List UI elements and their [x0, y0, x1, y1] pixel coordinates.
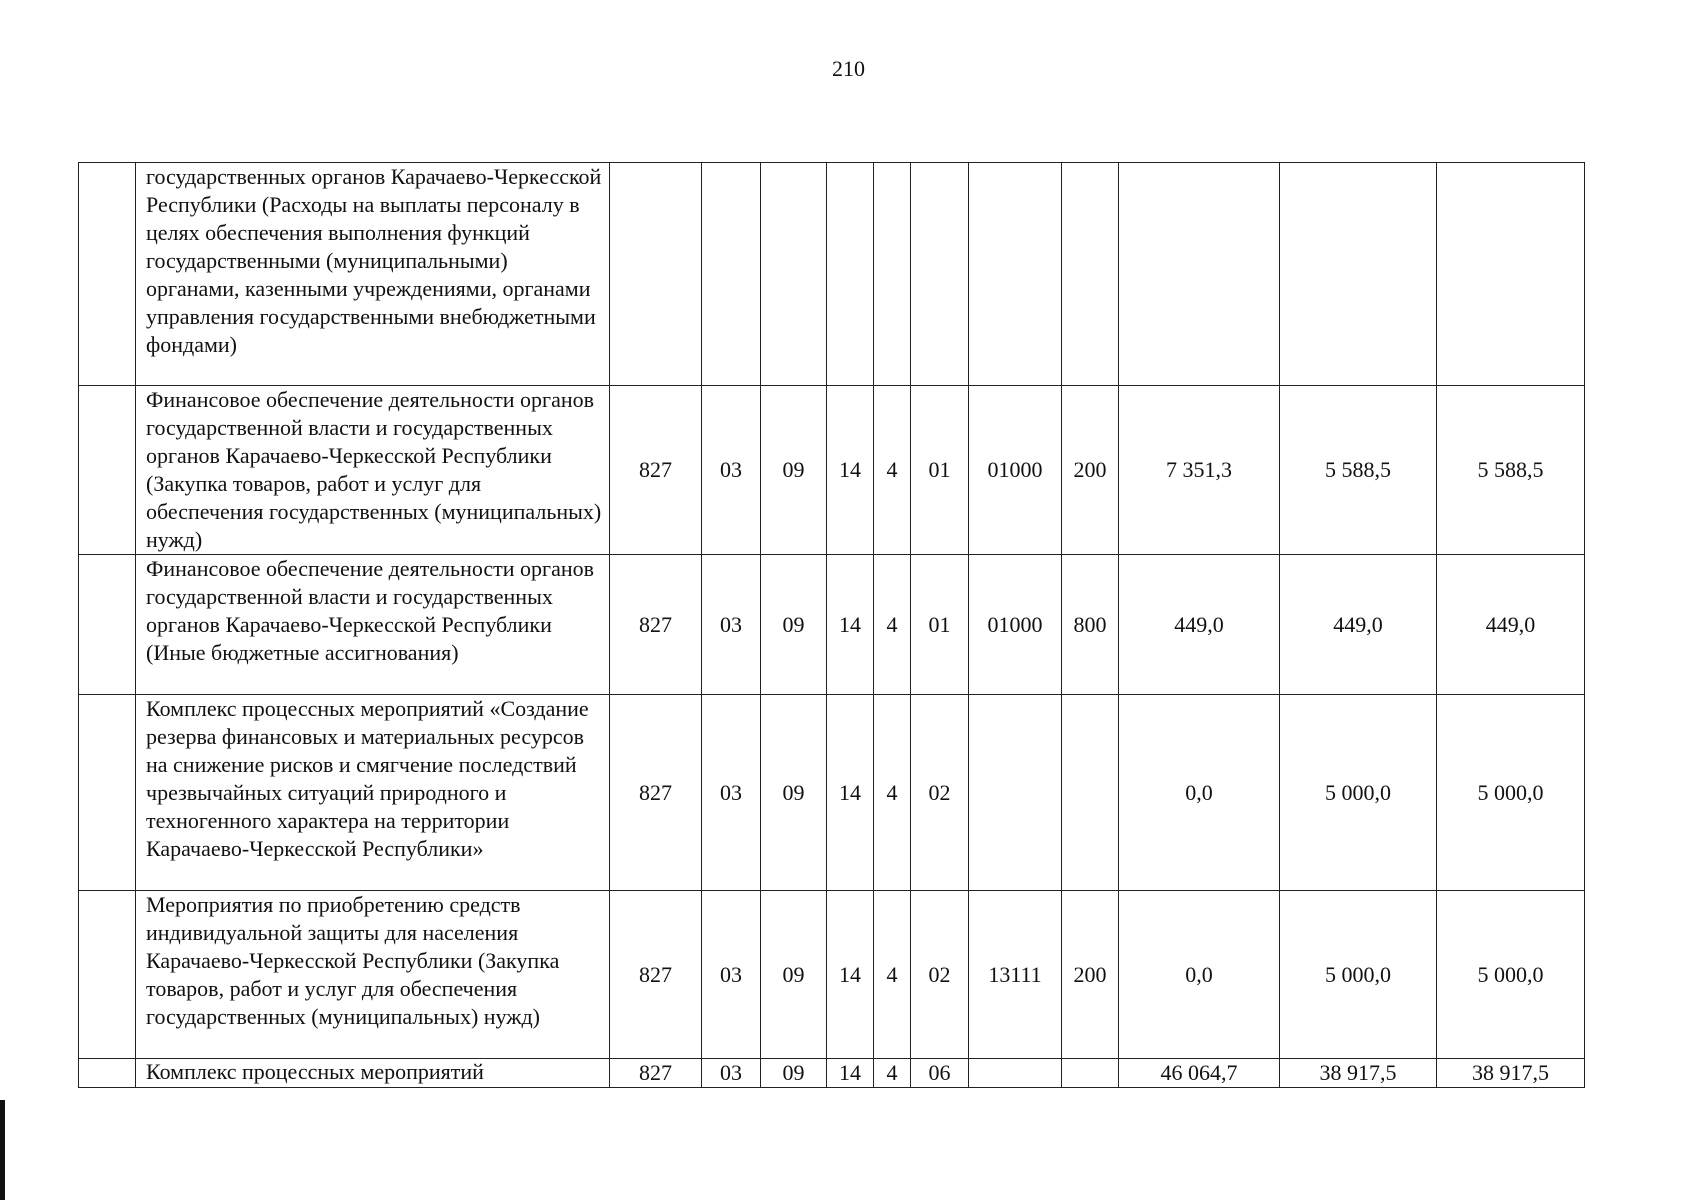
code-cell: 09 — [761, 695, 827, 891]
amount-cell: 38 917,5 — [1437, 1059, 1585, 1088]
code-cell: 200 — [1062, 386, 1119, 555]
code-cell: 01 — [911, 555, 969, 695]
table-row — [79, 891, 1585, 1059]
code-cell: 03 — [702, 555, 761, 695]
code-cell: 02 — [911, 891, 969, 1059]
code-cell: 01000 — [969, 555, 1062, 695]
row-number-cell — [79, 695, 136, 891]
amount-cell — [1280, 163, 1437, 386]
amount-cell: 5 000,0 — [1437, 891, 1585, 1059]
code-cell: 4 — [874, 695, 911, 891]
row-number-cell — [79, 1059, 136, 1088]
row-number-cell — [79, 555, 136, 695]
table-row — [79, 386, 1585, 555]
code-cell: 09 — [761, 891, 827, 1059]
code-cell: 827 — [610, 695, 702, 891]
amount-cell: 5 588,5 — [1437, 386, 1585, 555]
code-cell: 800 — [1062, 555, 1119, 695]
budget-table — [78, 162, 1585, 1088]
code-cell: 01 — [911, 386, 969, 555]
code-cell: 09 — [761, 386, 827, 555]
table-row — [79, 1059, 1585, 1088]
description-cell: Комплекс процессных мероприятий — [136, 1059, 610, 1088]
scan-edge-mark — [0, 1100, 5, 1200]
code-cell — [874, 163, 911, 386]
description-cell: Мероприятия по приобретению средств индивидуальной защиты для населения Карачаево-Черкесской Республики (Закупка товаров, работ и услуг для обеспечения государственных (муниципальных) нужд) — [136, 891, 610, 1059]
code-cell: 4 — [874, 891, 911, 1059]
description-cell: Комплекс процессных мероприятий «Создание резерва финансовых и материальных ресурсов на снижение рисков и смягчение последствий чрезвычайных ситуаций природного и техногенного характера на территории Карачаево-Черкесской Республики» — [136, 695, 610, 891]
code-cell — [702, 163, 761, 386]
amount-cell: 7 351,3 — [1119, 386, 1280, 555]
code-cell: 14 — [827, 695, 874, 891]
code-cell: 03 — [702, 891, 761, 1059]
code-cell: 4 — [874, 386, 911, 555]
amount-cell: 5 000,0 — [1437, 695, 1585, 891]
code-cell — [1062, 1059, 1119, 1088]
amount-cell: 449,0 — [1437, 555, 1585, 695]
amount-cell: 5 588,5 — [1280, 386, 1437, 555]
code-cell — [761, 163, 827, 386]
table-row — [79, 555, 1585, 695]
code-cell — [1062, 695, 1119, 891]
amount-cell: 0,0 — [1119, 695, 1280, 891]
amount-cell: 449,0 — [1119, 555, 1280, 695]
code-cell — [827, 163, 874, 386]
description-cell: государственных органов Карачаево-Черкесской Республики (Расходы на выплаты персоналу в целях обеспечения выполнения функций государственными (муниципальными) органами, казенными учреждениями, органами управления государственными внебюджетными фондами) — [136, 163, 610, 386]
amount-cell: 5 000,0 — [1280, 695, 1437, 891]
code-cell: 14 — [827, 1059, 874, 1088]
code-cell: 06 — [911, 1059, 969, 1088]
code-cell: 01000 — [969, 386, 1062, 555]
amount-cell: 38 917,5 — [1280, 1059, 1437, 1088]
row-number-cell — [79, 891, 136, 1059]
code-cell: 09 — [761, 555, 827, 695]
code-cell: 13111 — [969, 891, 1062, 1059]
code-cell — [911, 163, 969, 386]
code-cell — [610, 163, 702, 386]
code-cell: 827 — [610, 1059, 702, 1088]
table-row — [79, 695, 1585, 891]
code-cell: 200 — [1062, 891, 1119, 1059]
code-cell: 03 — [702, 386, 761, 555]
code-cell: 4 — [874, 555, 911, 695]
amount-cell: 449,0 — [1280, 555, 1437, 695]
amount-cell: 5 000,0 — [1280, 891, 1437, 1059]
code-cell: 14 — [827, 555, 874, 695]
row-number-cell — [79, 386, 136, 555]
amount-cell — [1437, 163, 1585, 386]
code-cell — [969, 1059, 1062, 1088]
code-cell: 14 — [827, 891, 874, 1059]
table-row — [79, 163, 1585, 386]
page-number: 210 — [832, 56, 865, 81]
description-cell: Финансовое обеспечение деятельности органов государственной власти и государственных органов Карачаево-Черкесской Республики (Закупка товаров, работ и услуг для обеспечения государственных (муниципальных) нужд) — [136, 386, 610, 555]
code-cell: 827 — [610, 555, 702, 695]
description-cell: Финансовое обеспечение деятельности органов государственной власти и государственных органов Карачаево-Черкесской Республики (Иные бюджетные ассигнования) — [136, 555, 610, 695]
code-cell — [969, 163, 1062, 386]
code-cell: 09 — [761, 1059, 827, 1088]
amount-cell: 46 064,7 — [1119, 1059, 1280, 1088]
code-cell — [1062, 163, 1119, 386]
code-cell: 03 — [702, 1059, 761, 1088]
row-number-cell — [79, 163, 136, 386]
code-cell: 14 — [827, 386, 874, 555]
code-cell: 827 — [610, 386, 702, 555]
code-cell: 03 — [702, 695, 761, 891]
code-cell — [969, 695, 1062, 891]
code-cell: 02 — [911, 695, 969, 891]
code-cell: 4 — [874, 1059, 911, 1088]
amount-cell: 0,0 — [1119, 891, 1280, 1059]
code-cell: 827 — [610, 891, 702, 1059]
amount-cell — [1119, 163, 1280, 386]
